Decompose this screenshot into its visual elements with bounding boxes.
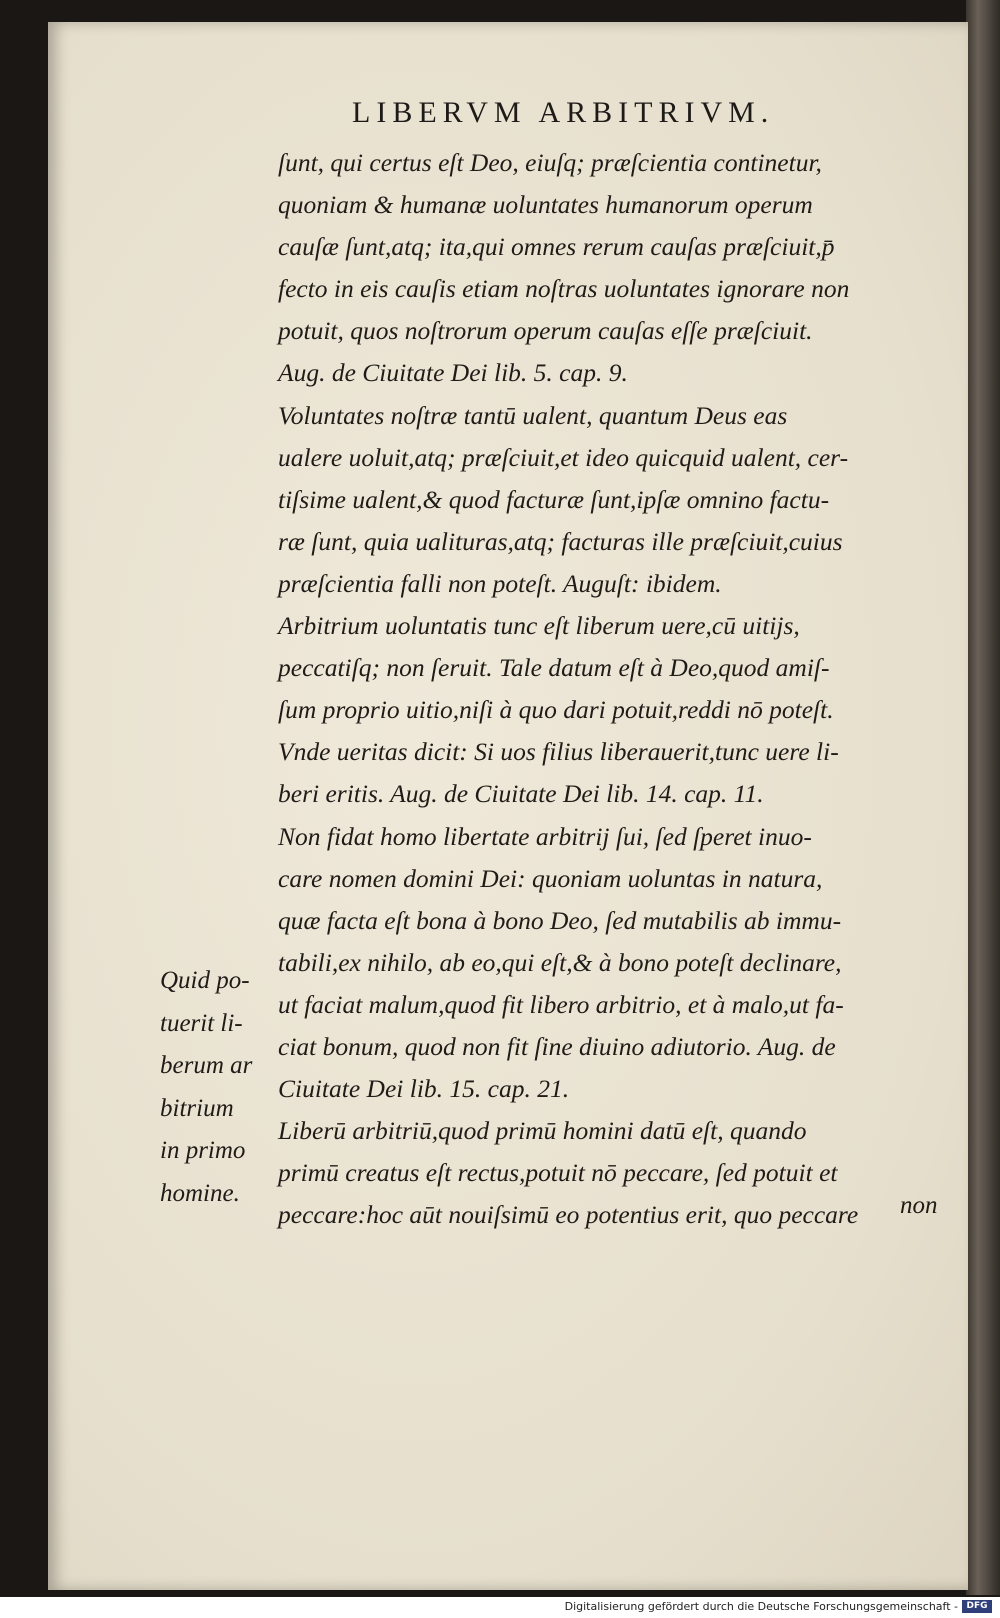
text-line: cauſæ ſunt,atq; ita,qui omnes rerum cauſas præſciuit,p̄ <box>278 232 835 262</box>
text-line: Aug. de Ciuitate Dei lib. 5. cap. 9. <box>278 358 628 388</box>
text-line: ræ ſunt, quia ualituras,atq; facturas ille præſciuit,cuius <box>278 526 843 556</box>
marginal-line: homine. <box>160 1179 240 1207</box>
text-line: quoniam & humanæ uoluntates humanorum operum <box>278 190 813 220</box>
text-line: peccatiſq; non ſeruit. Tale datum eſt à Deo,quod amiſ- <box>278 653 830 683</box>
text-line: tiſsime ualent,& quod facturæ ſunt,ipſæ omnino factu- <box>278 484 830 514</box>
text-line: Liberū arbitriū,quod primū homini datū eſt, quando <box>278 1116 807 1146</box>
text-line: præſcientia falli non poteſt. Auguſt: ibidem. <box>278 568 722 598</box>
text-line: ſum proprio uitio,niſi à quo dari potuit,reddi nō poteſt. <box>278 695 834 725</box>
book-edge <box>966 0 1000 1595</box>
text-line: Arbitrium uoluntatis tunc eſt liberum uere,cū uitijs, <box>278 611 800 641</box>
dfg-logo-icon: DFG <box>962 1600 992 1613</box>
body-text <box>278 142 950 1236</box>
text-line: potuit, quos noſtrorum operum cauſas eſſe præſciuit. <box>278 316 813 346</box>
digitization-footer <box>0 1597 1000 1618</box>
marginal-note <box>160 960 280 1215</box>
funding-notice: Digitalisierung gefördert durch die Deutsche Forschungsgemeinschaft - <box>564 1600 958 1613</box>
catchword: non <box>900 1192 938 1219</box>
text-line: tabili,ex nihilo, ab eo,qui eſt,& à bono poteſt declinare, <box>278 947 842 977</box>
text-line: care nomen domini Dei: quoniam uoluntas in natura, <box>278 863 823 893</box>
text-line: quæ facta eſt bona à bono Deo, ſed mutabilis ab immu- <box>278 905 842 935</box>
marginal-line: Quid po- <box>160 967 250 994</box>
marginal-line: berum ar <box>160 1052 253 1079</box>
text-line: ſunt, qui certus eſt Deo, eiuſq; præſcientia continetur, <box>278 148 822 177</box>
text-line: Vnde ueritas dicit: Si uos filius liberauerit,tunc uere li- <box>278 737 839 767</box>
text-line: fecto in eis cauſis etiam noſtras uoluntates ignorare non <box>278 274 850 304</box>
text-line: ualere uoluit,atq; præſciuit,et ideo quicquid ualent, cer- <box>278 442 849 472</box>
text-line: Ciuitate Dei lib. 15. cap. 21. <box>278 1074 570 1104</box>
text-line: Voluntates noſtræ tantū ualent, quantum Deus eas <box>278 400 788 430</box>
text-line: primū creatus eſt rectus,potuit nō peccare, ſed potuit et <box>278 1158 838 1188</box>
marginal-line: tuerit li- <box>160 1009 243 1037</box>
text-line: beri eritis. Aug. de Ciuitate Dei lib. 14. cap. 11. <box>278 779 764 809</box>
running-head: LIBERVM ARBITRIVM. <box>352 96 775 129</box>
marginal-line: bitrium <box>160 1094 234 1122</box>
text-line: ut faciat malum,quod fit libero arbitrio, et à malo,ut fa- <box>278 989 844 1019</box>
text-line: Non fidat homo libertate arbitrij ſui, ſed ſperet inuo- <box>278 821 812 851</box>
text-line: peccare:hoc aūt nouiſsimū eo potentius erit, quo peccare <box>278 1200 859 1230</box>
marginal-line: in primo <box>160 1137 246 1164</box>
text-line: ciat bonum, quod non fit ſine diuino adiutorio. Aug. de <box>278 1031 836 1061</box>
